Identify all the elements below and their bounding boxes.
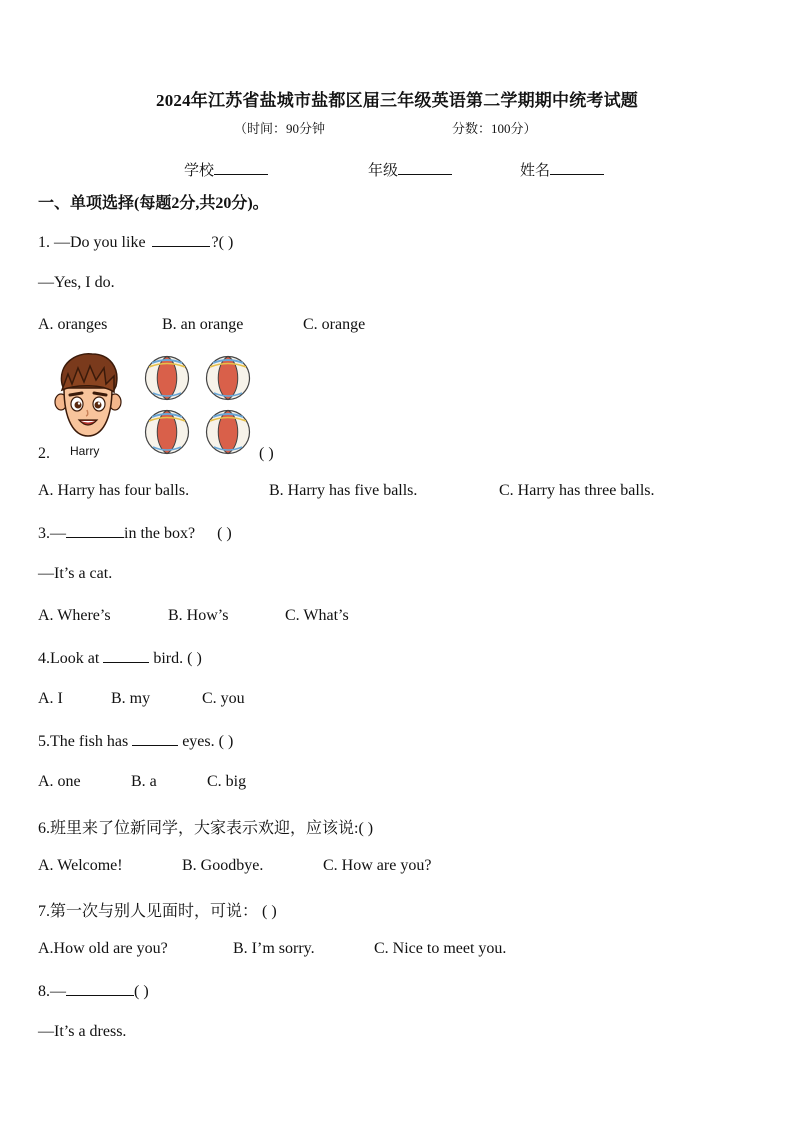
q7-option-c[interactable]: C. Nice to meet you. bbox=[374, 940, 507, 957]
boy-face-icon bbox=[52, 350, 124, 440]
question-4 bbox=[38, 649, 202, 668]
question-8 bbox=[38, 982, 149, 1001]
q1-option-a[interactable]: A. oranges bbox=[38, 316, 108, 333]
q4-stem-pre: 4.Look at bbox=[38, 650, 100, 667]
q5-answer-paren[interactable]: ( ) bbox=[218, 733, 234, 750]
q5-option-b[interactable]: B. a bbox=[131, 773, 157, 790]
harry-name-label: Harry bbox=[70, 444, 100, 458]
q3-option-a[interactable]: A. Where’s bbox=[38, 607, 111, 624]
grade-blank bbox=[398, 162, 452, 175]
q4-stem-post: bird. bbox=[153, 650, 184, 667]
school-blank bbox=[214, 162, 268, 175]
q1-answer-paren[interactable]: ( ) bbox=[218, 234, 234, 251]
exam-time: （时间：90分钟 bbox=[234, 121, 326, 136]
q3-response: —It’s a cat. bbox=[38, 565, 113, 582]
q7-answer-paren[interactable]: ( ) bbox=[262, 903, 277, 920]
q3-option-b[interactable]: B. How’s bbox=[168, 607, 229, 624]
name-label: 姓名 bbox=[520, 163, 551, 179]
name-field[interactable] bbox=[520, 159, 604, 180]
q1-stem-post: ? bbox=[211, 234, 219, 251]
q2-option-c[interactable]: C. Harry has three balls. bbox=[499, 482, 655, 499]
q2-answer-paren[interactable]: ( ) bbox=[259, 445, 274, 462]
harry-illustration bbox=[52, 350, 124, 440]
q3-answer-blank[interactable] bbox=[66, 524, 124, 538]
q6-option-a[interactable]: A. Welcome! bbox=[38, 857, 123, 874]
exam-score: 分数：100分） bbox=[452, 121, 537, 136]
q2-option-a[interactable]: A. Harry has four balls. bbox=[38, 482, 190, 499]
q6-option-c[interactable]: C. How are you? bbox=[323, 857, 432, 874]
q4-answer-paren[interactable]: ( ) bbox=[187, 650, 202, 667]
q5-answer-blank[interactable] bbox=[132, 732, 178, 746]
q1-option-b[interactable]: B. an orange bbox=[162, 316, 244, 333]
q7-stem: 7.第一次与别人见面时，可说： bbox=[38, 903, 259, 920]
q4-option-c[interactable]: C. you bbox=[202, 690, 245, 707]
school-field[interactable] bbox=[184, 159, 268, 180]
grade-field[interactable] bbox=[368, 159, 452, 180]
q1-response: —Yes, I do. bbox=[38, 274, 115, 291]
q1-stem-pre: 1. —Do you like bbox=[38, 234, 146, 251]
q4-option-b[interactable]: B. my bbox=[111, 690, 151, 707]
q8-answer-blank[interactable] bbox=[66, 982, 134, 996]
q5-option-c[interactable]: C. big bbox=[207, 773, 247, 790]
q7-option-b[interactable]: B. I’m sorry. bbox=[233, 940, 315, 957]
q3-option-c[interactable]: C. What’s bbox=[285, 607, 349, 624]
name-blank bbox=[550, 162, 604, 175]
question-3 bbox=[38, 524, 232, 543]
question-1 bbox=[38, 233, 233, 252]
q8-stem-pre: 8.— bbox=[38, 983, 66, 1000]
ball-icon bbox=[144, 355, 190, 401]
q2-option-b[interactable]: B. Harry has five balls. bbox=[269, 482, 418, 499]
question-7 bbox=[38, 898, 277, 921]
question-6 bbox=[38, 815, 373, 838]
q2-number: 2. bbox=[38, 445, 50, 462]
ball-icon bbox=[144, 409, 190, 455]
section-heading: 一、单项选择(每题2分,共20分)。 bbox=[38, 195, 269, 212]
q1-option-c[interactable]: C. orange bbox=[303, 316, 366, 333]
ball-icon bbox=[205, 409, 251, 455]
grade-label: 年级 bbox=[368, 163, 399, 179]
q6-option-b[interactable]: B. Goodbye. bbox=[182, 857, 264, 874]
ball-icon bbox=[205, 355, 251, 401]
q5-stem-pre: 5.The fish has bbox=[38, 733, 129, 750]
q3-stem-post: in the box? bbox=[124, 525, 196, 542]
q3-answer-paren[interactable]: ( ) bbox=[217, 525, 232, 542]
q5-option-a[interactable]: A. one bbox=[38, 773, 81, 790]
q8-response: —It’s a dress. bbox=[38, 1023, 127, 1040]
q4-option-a[interactable]: A. I bbox=[38, 690, 63, 707]
q3-stem-pre: 3.— bbox=[38, 525, 66, 542]
q7-option-a[interactable]: A.How old are you? bbox=[38, 940, 168, 957]
q6-stem: 6.班里来了位新同学，大家表示欢迎，应该说: bbox=[38, 820, 359, 837]
school-label: 学校 bbox=[184, 163, 215, 179]
q4-answer-blank[interactable] bbox=[103, 649, 149, 663]
q6-answer-paren[interactable]: ( ) bbox=[358, 820, 374, 837]
q8-answer-paren[interactable]: ( ) bbox=[134, 983, 149, 1000]
question-5 bbox=[38, 732, 233, 751]
q5-stem-post: eyes. bbox=[182, 733, 215, 750]
q1-answer-blank[interactable] bbox=[152, 233, 210, 247]
page-title: 2024年江苏省盐城市盐都区届三年级英语第二学期期中统考试题 bbox=[156, 91, 638, 110]
